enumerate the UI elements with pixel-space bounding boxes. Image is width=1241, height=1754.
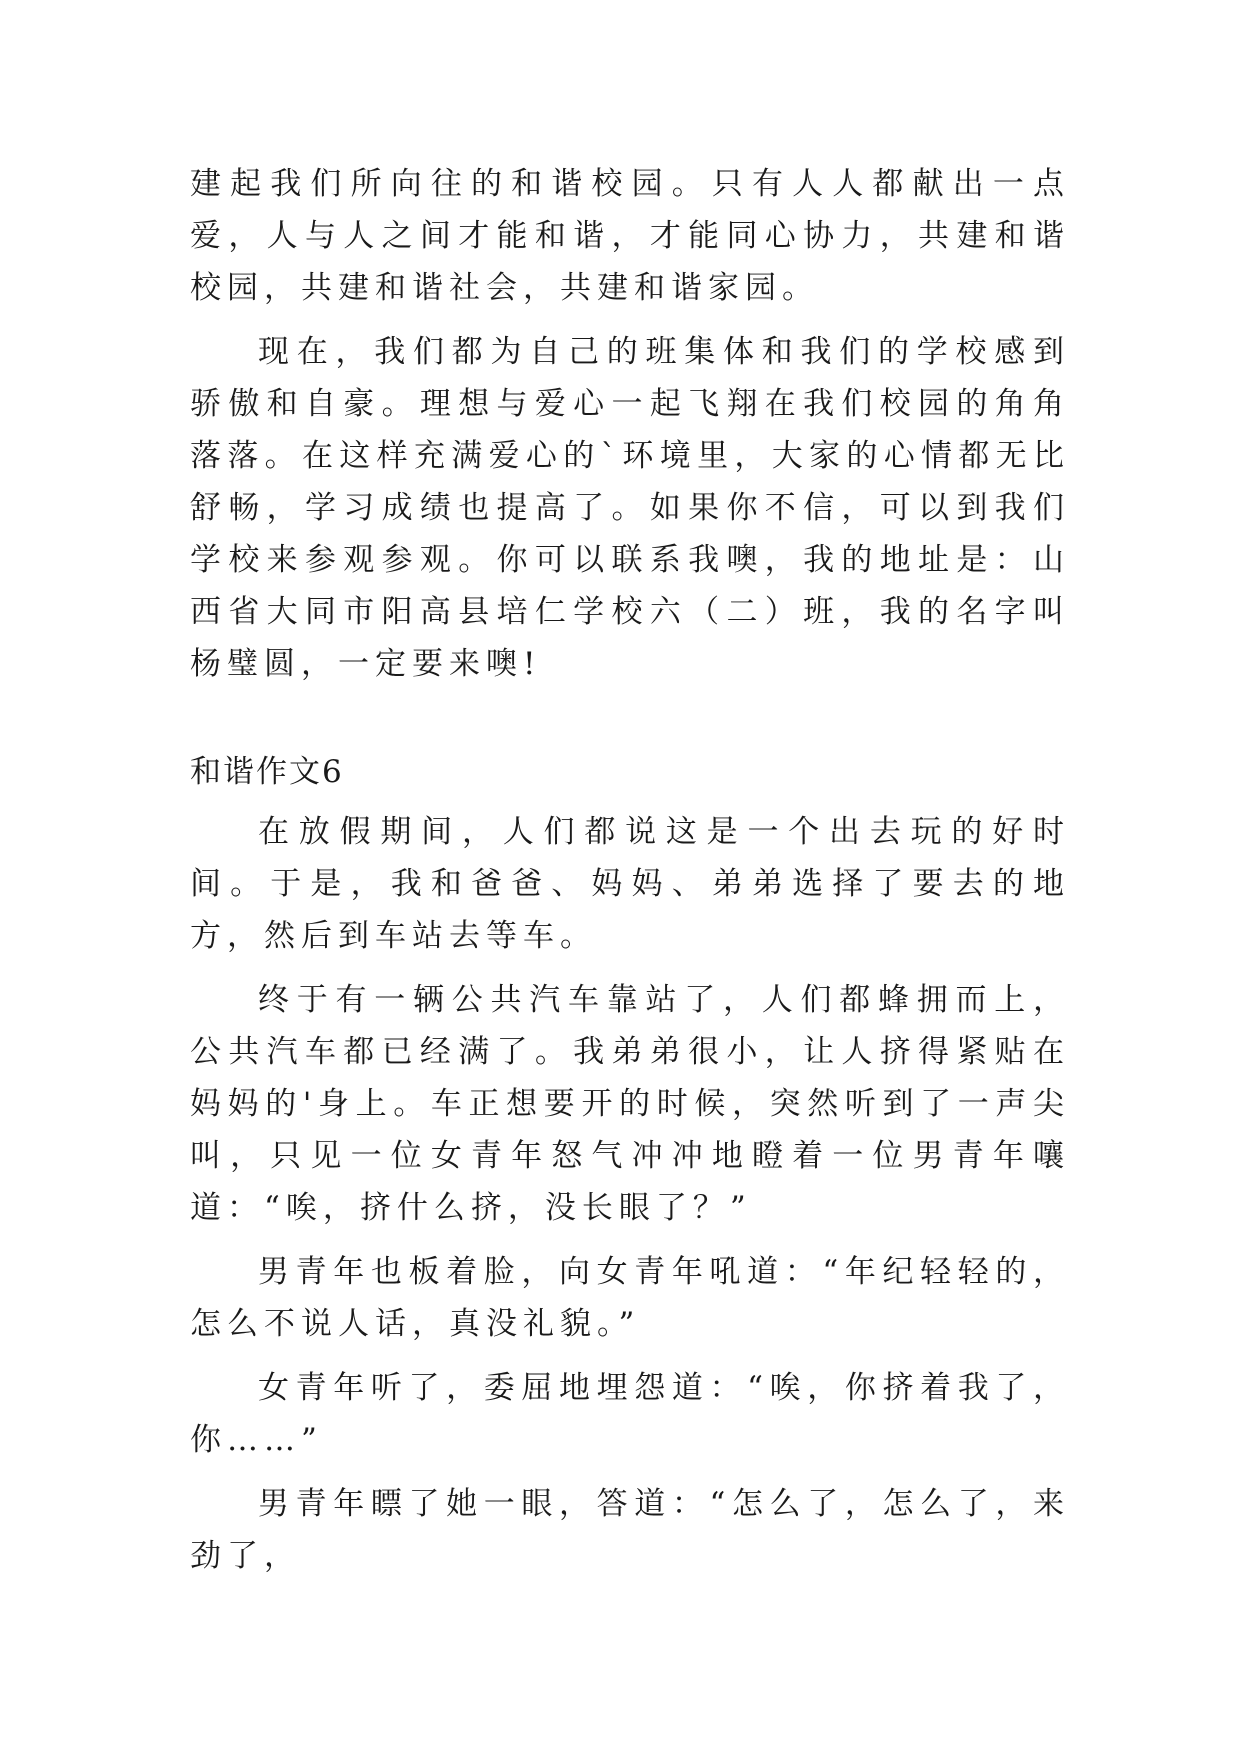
paragraph: 女青年听了，委屈地埋怨道：“唉，你挤着我了，你……” [190,1370,1070,1458]
paragraph: 在放假期间，人们都说这是一个出去玩的好时间。于是，我和爸爸、妈妈、弟弟选择了要去的地方，然后到车站去等车。 [190,814,1070,954]
paragraph: 现在，我们都为自己的班集体和我们的学校感到骄傲和自豪。理想与爱心一起飞翔在我们校园的角角落落。在这样充满爱心的`环境里，大家的心情都无比舒畅，学习成绩也提高了。如果你不信，可以到我们学校来参观参观。你可以联系我噢，我的地址是：山西省大同市阳高县培仁学校六（二）班，我的名字叫杨璧圆，一定要来噢! [190,334,1070,682]
section-title: 和谐作文6 [190,754,344,790]
paragraph: 终于有一辆公共汽车靠站了，人们都蜂拥而上，公共汽车都已经满了。我弟弟很小，让人挤得紧贴在妈妈的'身上。车正想要开的时候，突然听到了一声尖叫，只见一位女青年怒气冲冲地瞪着一位男青年嚷道：“唉，挤什么挤，没长眼了？” [190,982,1070,1226]
paragraph-continuation: 建起我们所向往的和谐校园。只有人人都献出一点爱，人与人之间才能和谐，才能同心协力，共建和谐校园，共建和谐社会，共建和谐家园。 [190,166,1070,306]
paragraph: 男青年也板着脸，向女青年吼道：“年纪轻轻的，怎么不说人话，真没礼貌。” [190,1254,1070,1342]
document-body [190,158,1070,1594]
paragraph: 男青年瞟了她一眼，答道：“怎么了，怎么了，来劲了， [190,1486,1070,1574]
